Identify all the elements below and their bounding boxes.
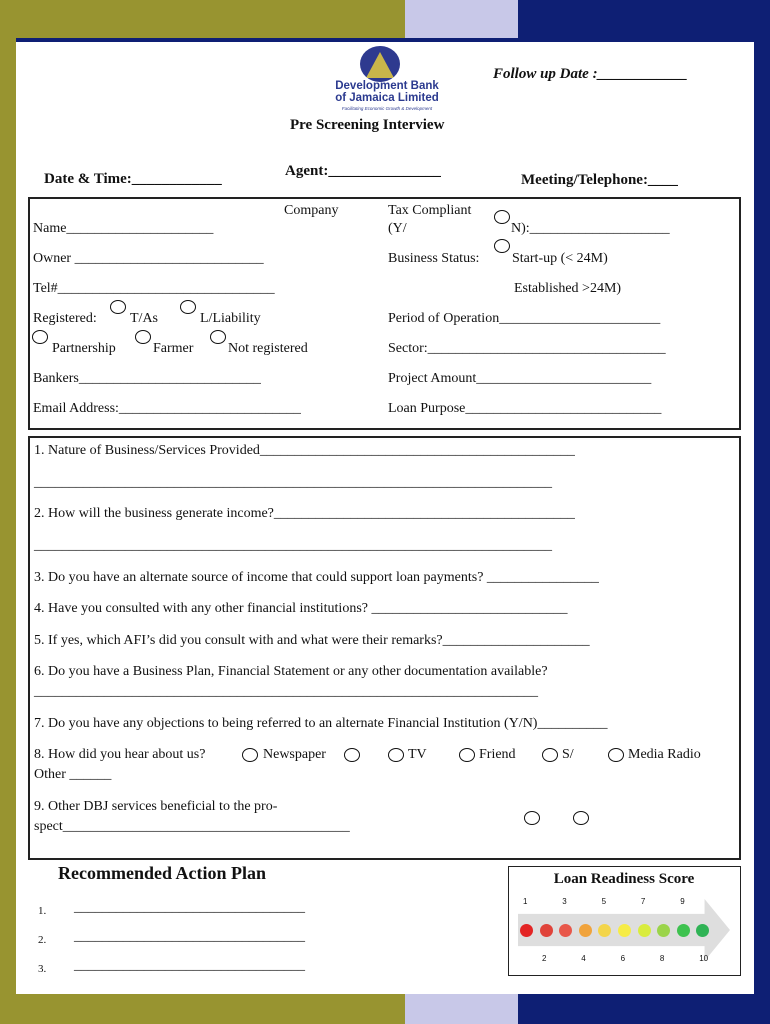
- readiness-number-top: 7: [640, 897, 646, 906]
- name-field[interactable]: Name_____________________: [33, 221, 214, 236]
- social-radio[interactable]: [542, 748, 558, 762]
- action-item-number: 3.: [38, 963, 47, 975]
- agent-field[interactable]: Agent:_______________: [285, 163, 441, 179]
- company-label: Company: [284, 203, 339, 218]
- social-label: S/: [562, 747, 574, 762]
- question-8: 8. How did you hear about us?: [34, 747, 206, 762]
- frame-top-lavender: [405, 0, 525, 42]
- limited-liability-radio[interactable]: [180, 300, 196, 314]
- readiness-number-bottom: 10: [699, 954, 709, 963]
- readiness-number-bottom: 2: [542, 954, 547, 963]
- question-4[interactable]: 4. Have you consulted with any other financial institutions? ____________________________: [34, 601, 568, 616]
- bankers-field[interactable]: Bankers__________________________: [33, 371, 261, 386]
- tax-compliant-yes-label: (Y/: [388, 221, 407, 236]
- newspaper-radio[interactable]: [242, 748, 258, 762]
- loan-purpose-field[interactable]: Loan Purpose____________________________: [388, 401, 662, 416]
- readiness-dot[interactable]: [638, 924, 651, 937]
- frame-bottom-lavender: [405, 994, 525, 1024]
- limited-liability-label: L/Liability: [200, 311, 261, 326]
- meeting-telephone-field[interactable]: Meeting/Telephone:____: [521, 172, 678, 188]
- not-registered-radio[interactable]: [210, 330, 226, 344]
- question-2-line[interactable]: __________________________________________________________________________: [34, 538, 552, 553]
- newspaper-alt-radio[interactable]: [344, 748, 360, 762]
- readiness-number-top: 1: [523, 897, 528, 906]
- logo-emblem-icon: [360, 46, 400, 82]
- dbj-services-radio-2[interactable]: [573, 811, 589, 825]
- question-2[interactable]: 2. How will the business generate income?___________________________________________: [34, 506, 575, 521]
- readiness-number-top: 3: [562, 897, 567, 906]
- owner-field[interactable]: Owner ___________________________: [33, 251, 264, 266]
- question-3[interactable]: 3. Do you have an alternate source of income that could support loan payments? ________________: [34, 570, 599, 585]
- media-radio-label: Media Radio: [628, 747, 701, 762]
- business-status-label: Business Status:: [388, 251, 480, 266]
- readiness-number-bottom: 8: [659, 954, 665, 963]
- tv-label: TV: [408, 747, 427, 762]
- question-5[interactable]: 5. If yes, which AFI’s did you consult with and what were their remarks?_____________________: [34, 633, 590, 648]
- project-amount-field[interactable]: Project Amount_________________________: [388, 371, 652, 386]
- frame-bottom-olive: [0, 994, 410, 1024]
- readiness-dot[interactable]: [677, 924, 690, 937]
- action-item-line[interactable]: _________________________________: [74, 929, 305, 944]
- established-label: Established >24M): [514, 281, 622, 296]
- readiness-dot[interactable]: [579, 924, 592, 937]
- readiness-number-top: 9: [680, 897, 685, 906]
- readiness-number-bottom: 6: [620, 954, 626, 963]
- tax-compliant-no-field[interactable]: N):____________________: [511, 221, 670, 236]
- follow-up-date-field[interactable]: Follow up Date :____________: [493, 66, 688, 82]
- question-9-line[interactable]: spect_________________________________________: [34, 819, 350, 834]
- not-registered-label: Not registered: [228, 341, 308, 356]
- question-1[interactable]: 1. Nature of Business/Services Provided_____________________________________________: [34, 443, 575, 458]
- tv-radio[interactable]: [388, 748, 404, 762]
- email-field[interactable]: Email Address:__________________________: [33, 401, 301, 416]
- sector-field[interactable]: Sector:__________________________________: [388, 341, 666, 356]
- friend-radio[interactable]: [459, 748, 475, 762]
- period-of-operation-field[interactable]: Period of Operation_______________________: [388, 311, 661, 326]
- date-time-field[interactable]: Date & Time:____________: [44, 171, 222, 187]
- readiness-dot[interactable]: [618, 924, 631, 937]
- frame-left-olive: [0, 0, 16, 1024]
- readiness-number-top: 5: [601, 897, 607, 906]
- frame-right-navy: [754, 0, 770, 1000]
- tax-compliant-radio[interactable]: [494, 210, 510, 224]
- readiness-number-bottom: 4: [581, 954, 586, 963]
- frame-bottom-navy: [518, 994, 770, 1024]
- dbj-services-radio-1[interactable]: [524, 811, 540, 825]
- registered-label: Registered:: [33, 311, 97, 326]
- question-9: 9. Other DBJ services beneficial to the pro-: [34, 799, 278, 814]
- action-item-number: 2.: [38, 934, 47, 946]
- dbj-logo: [312, 46, 462, 116]
- readiness-dot[interactable]: [540, 924, 553, 937]
- partnership-radio[interactable]: [32, 330, 48, 344]
- tel-field[interactable]: Tel#_______________________________: [33, 281, 275, 296]
- page-top-edge: [16, 38, 754, 42]
- loan-readiness-title: Loan Readiness Score: [553, 871, 695, 887]
- question-6: 6. Do you have a Business Plan, Financial Statement or any other documentation available?: [34, 664, 548, 679]
- tas-label: T/As: [130, 311, 158, 326]
- readiness-dot[interactable]: [520, 924, 533, 937]
- newspaper-label: Newspaper: [263, 747, 326, 762]
- startup-label: Start-up (< 24M): [512, 251, 608, 266]
- form-title: Pre Screening Interview: [290, 117, 445, 133]
- tax-compliant-label: Tax Compliant: [388, 203, 472, 218]
- farmer-radio[interactable]: [135, 330, 151, 344]
- partnership-label: Partnership: [52, 341, 116, 356]
- frame-top-navy: [518, 0, 770, 42]
- question-7[interactable]: 7. Do you have any objections to being referred to an alternate Financial Institution (Y/N)__________: [34, 716, 608, 731]
- business-status-radio[interactable]: [494, 239, 510, 253]
- friend-label: Friend: [479, 747, 516, 762]
- action-item-number: 1.: [38, 905, 47, 917]
- tas-radio[interactable]: [110, 300, 126, 314]
- question-1-line[interactable]: __________________________________________________________________________: [34, 475, 552, 490]
- action-item-line[interactable]: _________________________________: [74, 958, 305, 973]
- farmer-label: Farmer: [153, 341, 194, 356]
- logo-tagline: Facilitating Economic Growth & Development: [341, 106, 433, 111]
- frame-top-olive: [0, 0, 410, 42]
- logo-name: Development Bank of Jamaica Limited: [335, 80, 439, 104]
- media-radio-radio[interactable]: [608, 748, 624, 762]
- other-field[interactable]: Other ______: [34, 767, 112, 782]
- action-plan-title: Recommended Action Plan: [58, 863, 266, 883]
- action-item-line[interactable]: _________________________________: [74, 900, 305, 915]
- question-6-line[interactable]: ________________________________________________________________________: [34, 684, 538, 699]
